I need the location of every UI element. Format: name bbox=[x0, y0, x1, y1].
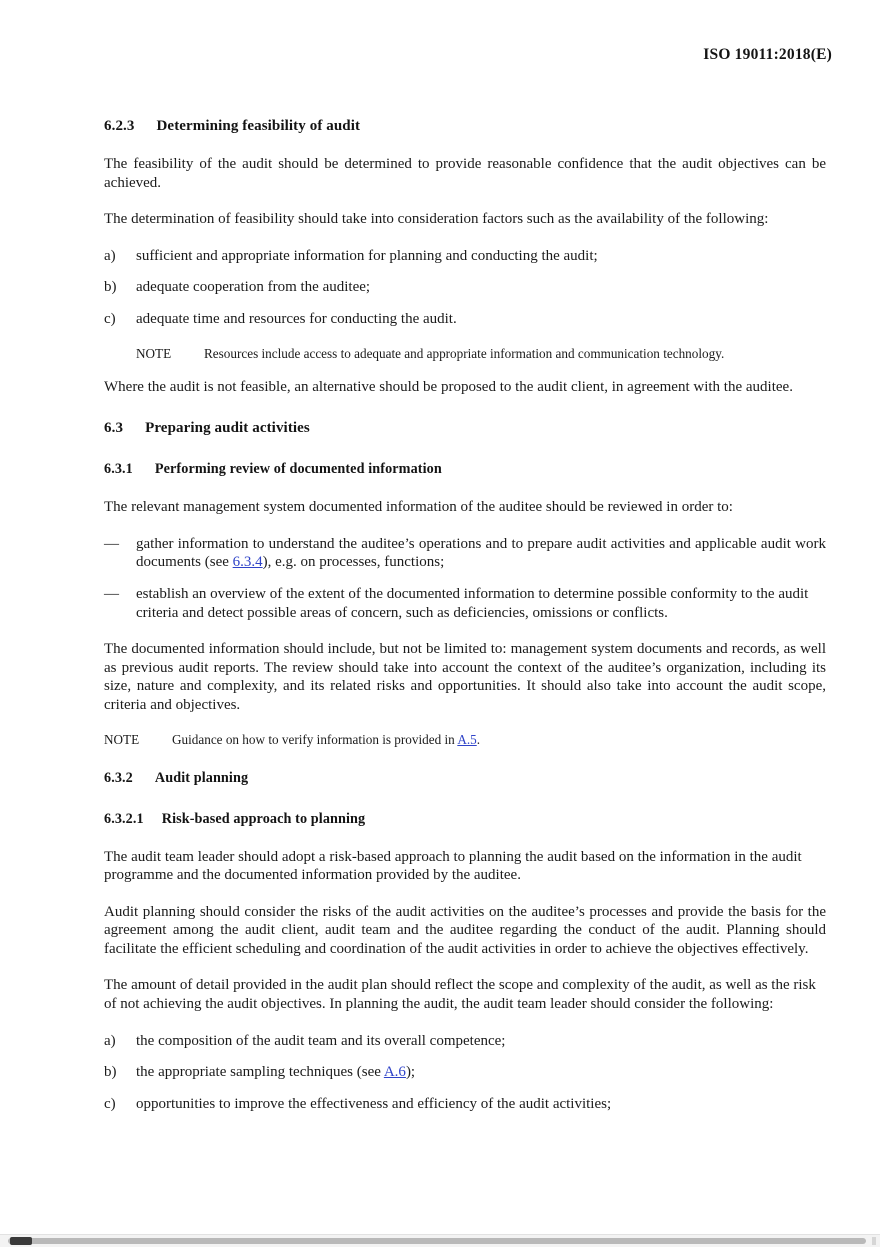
note-label: NOTE bbox=[104, 731, 140, 747]
note-resources bbox=[136, 345, 826, 362]
note-text-post: . bbox=[476, 731, 481, 747]
heading-6-3-2 bbox=[104, 770, 826, 787]
list-item-text: sufficient and appropriate information for planning and conducting the audit; bbox=[136, 247, 598, 264]
list-marker: a) bbox=[104, 247, 116, 264]
note-verify-information bbox=[104, 731, 826, 748]
list-marker: b) bbox=[104, 1064, 117, 1081]
heading-6-2-3-number: 6.2.3 bbox=[104, 118, 135, 134]
list-item bbox=[104, 1063, 826, 1082]
list-item bbox=[104, 310, 826, 329]
list-item-text-pre: the appropriate sampling techniques (see bbox=[136, 1064, 384, 1081]
heading-6-2-3-title: Determining feasibility of audit bbox=[156, 118, 361, 134]
note-label: NOTE bbox=[136, 345, 172, 361]
note-text: Resources include access to adequate and appropriate information and communication technology. bbox=[204, 345, 725, 361]
scrollbar-thumb[interactable] bbox=[10, 1237, 32, 1245]
em-dash-bullet-icon: — bbox=[104, 585, 119, 602]
paragraph-6-2-3-1: The feasibility of the audit should be determined to provide reasonable confidence that the audit objectives can be achieved. bbox=[104, 156, 826, 191]
list-item bbox=[104, 535, 826, 572]
list-item-text-post: ); bbox=[405, 1064, 416, 1081]
heading-6-3-2-1-number: 6.3.2.1 bbox=[104, 810, 144, 827]
heading-6-3-2-number: 6.3.2 bbox=[104, 769, 133, 786]
cross-reference-link-a-5[interactable]: A.5 bbox=[457, 731, 477, 747]
paragraph-6-2-3-3: Where the audit is not feasible, an alternative should be proposed to the audit client, in agreement with the auditee. bbox=[104, 378, 793, 395]
list-item bbox=[104, 278, 826, 297]
scrollbar-track[interactable] bbox=[8, 1238, 866, 1244]
paragraph-6-3-1-2: The documented information should include, but not be limited to: management system documents and records, as well as previous audit reports. The review should take into account the context of the auditee’s organization, including its size, nature and complexity, and its related risks and opportunities. It should also take into account the audit scope, criteria and objectives. bbox=[104, 641, 826, 713]
list-item-text: adequate cooperation from the auditee; bbox=[136, 279, 371, 296]
list-item-text: the composition of the audit team and its overall competence; bbox=[136, 1032, 506, 1049]
heading-6-3-2-title: Audit planning bbox=[154, 769, 249, 786]
list-item-text-post: ), e.g. on processes, functions; bbox=[262, 554, 445, 571]
list-item-text: opportunities to improve the effectiveness and efficiency of the audit activities; bbox=[136, 1095, 612, 1112]
heading-6-3 bbox=[104, 420, 826, 437]
paragraph-6-3-2-1-1: The audit team leader should adopt a risk-based approach to planning the audit based on the information in the audit programme and the documented information provided by the auditee. bbox=[104, 848, 802, 884]
list-item bbox=[104, 1032, 826, 1051]
list-marker: a) bbox=[104, 1032, 116, 1049]
page-header-standard-number: ISO 19011:2018(E) bbox=[703, 46, 832, 63]
list-item-text: establish an overview of the extent of the documented information to determine possible conformity to the audit criteria and detect possible areas of concern, such as deficiencies, omissions or conflicts. bbox=[136, 585, 809, 621]
list-marker: b) bbox=[104, 279, 117, 296]
heading-6-3-2-1-title: Risk-based approach to planning bbox=[161, 810, 366, 827]
heading-6-3-1 bbox=[104, 461, 826, 478]
list-item bbox=[104, 247, 826, 266]
cross-reference-link-6-3-4[interactable]: 6.3.4 bbox=[232, 554, 263, 571]
heading-6-3-2-1 bbox=[104, 811, 826, 828]
list-item bbox=[104, 1095, 826, 1114]
list-item-text-pre: gather information to understand the auditee’s operations and to prepare audit activities and applicable audit work documents (see bbox=[136, 535, 826, 571]
heading-6-2-3 bbox=[104, 118, 826, 135]
page-content bbox=[104, 118, 826, 1113]
note-text-pre: Guidance on how to verify information is provided in bbox=[172, 731, 458, 747]
heading-6-3-number: 6.3 bbox=[104, 420, 124, 437]
em-dash-bullet-icon: — bbox=[104, 535, 119, 552]
cross-reference-link-a-6[interactable]: A.6 bbox=[383, 1064, 406, 1081]
paragraph-6-3-1-1: The relevant management system documented information of the auditee should be reviewed in order to: bbox=[104, 499, 733, 516]
heading-6-3-title: Preparing audit activities bbox=[145, 420, 310, 437]
heading-6-3-1-number: 6.3.1 bbox=[104, 461, 133, 478]
horizontal-scrollbar[interactable] bbox=[0, 1234, 880, 1247]
list-marker: c) bbox=[104, 310, 116, 327]
list-planning-considerations bbox=[104, 1032, 826, 1114]
heading-6-3-1-title: Performing review of documented information bbox=[154, 461, 442, 478]
list-review-outcomes bbox=[104, 535, 826, 622]
list-feasibility-factors bbox=[104, 247, 826, 329]
paragraph-6-3-2-1-3: The amount of detail provided in the audit plan should reflect the scope and complexity of the audit, as well as the risk of not achieving the audit objectives. In planning the audit, the audit team leader should consider the following: bbox=[104, 977, 816, 1013]
paragraph-6-3-2-1-2: Audit planning should consider the risks of the audit activities on the auditee’s processes and provide the basis for the agreement among the audit client, audit team and the auditee regarding the conduct of the audit. Planning should facilitate the efficient scheduling and coordination of the audit activities in order to achieve the objectives effectively. bbox=[104, 903, 826, 957]
list-marker: c) bbox=[104, 1095, 116, 1112]
paragraph-6-2-3-2: The determination of feasibility should take into consideration factors such as the availability of the following: bbox=[104, 211, 769, 228]
list-item-text: adequate time and resources for conducting the audit. bbox=[136, 310, 457, 327]
list-item bbox=[104, 585, 826, 622]
scrollbar-end-cap bbox=[872, 1237, 876, 1245]
